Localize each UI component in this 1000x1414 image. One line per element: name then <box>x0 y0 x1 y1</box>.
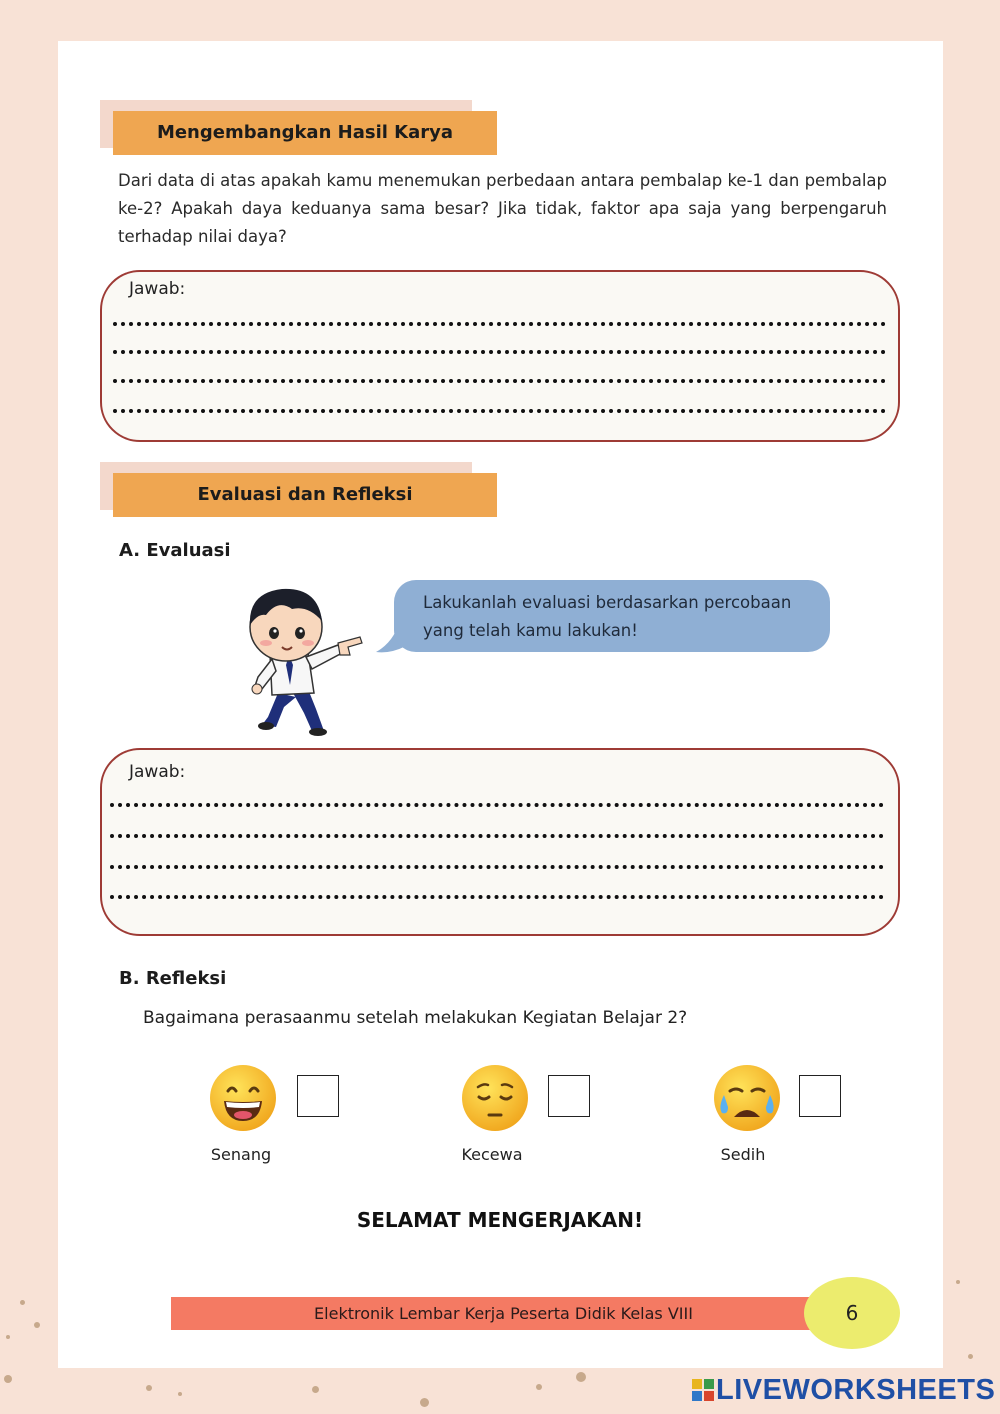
answer-line[interactable] <box>113 322 886 326</box>
decor-speck <box>312 1386 319 1393</box>
section-title-hasil-karya: Mengembangkan Hasil Karya <box>113 111 497 155</box>
answer-box-2[interactable] <box>100 748 900 936</box>
decor-speck <box>420 1398 429 1407</box>
answer-line[interactable] <box>113 409 886 413</box>
liveworksheets-logo-icon <box>692 1379 714 1401</box>
answer-line[interactable] <box>110 865 884 869</box>
decor-speck <box>576 1372 586 1382</box>
answer-label: Jawab: <box>129 762 186 782</box>
brand-watermark <box>692 1374 995 1406</box>
decor-speck <box>536 1384 542 1390</box>
answer-label: Jawab: <box>129 279 186 299</box>
decor-speck <box>34 1322 40 1328</box>
question-paragraph: Dari data di atas apakah kamu menemukan perbedaan antara pembalap ke-1 dan pembalap ke-2? Apakah daya keduanya sama besar? Jika tidak, faktor apa saja yang berpengaruh terhadap nilai daya? <box>118 171 888 246</box>
pensive-face-icon <box>460 1063 530 1133</box>
checkbox-senang[interactable] <box>297 1075 339 1117</box>
page-number-badge: 6 <box>804 1277 900 1349</box>
decor-speck <box>4 1375 12 1383</box>
reflection-question: Bagaimana perasaanmu setelah melakukan Kegiatan Belajar 2? <box>143 1008 688 1028</box>
checkbox-sedih[interactable] <box>799 1075 841 1117</box>
option-label-kecewa: Kecewa <box>461 1145 523 1164</box>
grinning-face-icon <box>208 1063 278 1133</box>
decor-speck <box>6 1335 10 1339</box>
brand-text: LIVEWORKSHEETS <box>716 1373 996 1406</box>
option-label-sedih: Sedih <box>720 1145 766 1164</box>
student-character-illustration <box>238 585 370 737</box>
crying-face-icon <box>712 1063 782 1133</box>
answer-line[interactable] <box>113 350 886 354</box>
answer-box-1[interactable] <box>100 270 900 442</box>
speech-bubble: Lakukanlah evaluasi berdasarkan percobaan yang telah kamu lakukan! <box>394 580 830 652</box>
answer-line[interactable] <box>110 895 884 899</box>
section-title-evaluasi: Evaluasi dan Refleksi <box>113 473 497 517</box>
closing-message: SELAMAT MENGERJAKAN! <box>356 1208 644 1232</box>
decor-speck <box>20 1300 25 1305</box>
answer-line[interactable] <box>113 379 886 383</box>
evaluation-heading: A. Evaluasi <box>119 540 231 561</box>
answer-line[interactable] <box>110 803 884 807</box>
decor-speck <box>178 1392 182 1396</box>
checkbox-kecewa[interactable] <box>548 1075 590 1117</box>
decor-speck <box>968 1354 973 1359</box>
footer-bar: Elektronik Lembar Kerja Peserta Didik Kelas VIII <box>171 1297 836 1330</box>
answer-line[interactable] <box>110 834 884 838</box>
decor-speck <box>146 1385 152 1391</box>
decor-speck <box>956 1280 960 1284</box>
option-label-senang: Senang <box>210 1145 272 1164</box>
reflection-heading: B. Refleksi <box>119 968 227 989</box>
